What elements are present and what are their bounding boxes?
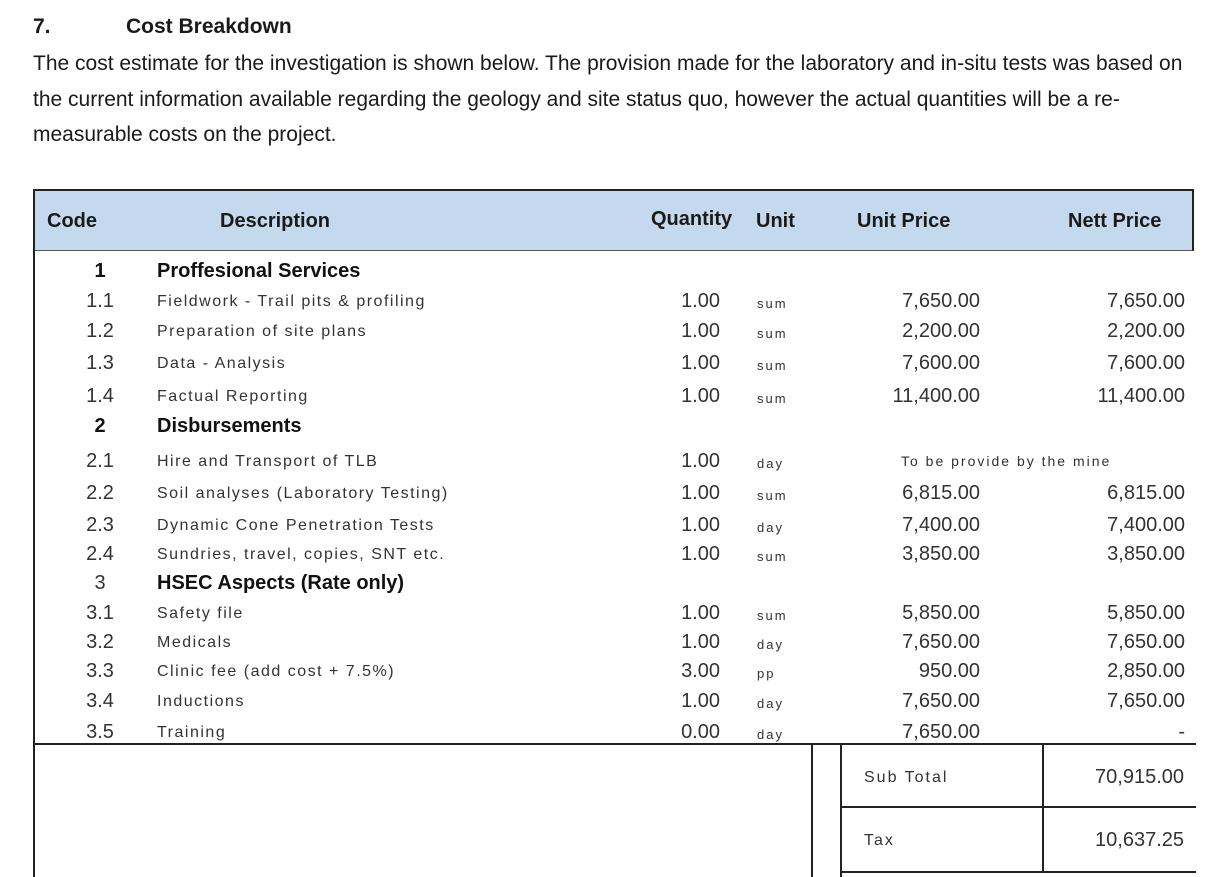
row-code: 2.3 (86, 514, 114, 536)
header-nett-price: Nett Price (1068, 210, 1162, 232)
row-nett-price: - (1178, 721, 1185, 743)
row-quantity: 1.00 (681, 631, 720, 653)
row-unit: sum (757, 326, 788, 341)
row-description: Training (157, 724, 227, 741)
row-unit: sum (757, 296, 788, 311)
row-description: Fieldwork - Trail pits & profiling (157, 293, 426, 310)
row-description: Disbursements (157, 415, 302, 437)
row-code: 3.1 (86, 602, 114, 624)
table-row (35, 447, 1196, 476)
row-description: Clinic fee (add cost + 7.5%) (157, 663, 396, 680)
tax-value: 10,637.25 (1095, 829, 1184, 851)
section-title: Cost Breakdown (126, 15, 292, 38)
totals-divider (1042, 808, 1044, 871)
row-quantity: 1.00 (681, 602, 720, 624)
totals-box (840, 743, 1194, 877)
row-description: Safety file (157, 605, 244, 622)
row-nett-price: 3,850.00 (1107, 543, 1185, 565)
row-unit: day (757, 637, 784, 652)
blank-notes-box (33, 743, 813, 877)
table-row (35, 287, 1196, 316)
row-unit: day (757, 456, 784, 471)
table-row (35, 657, 1196, 686)
row-description: Factual Reporting (157, 388, 309, 405)
row-unit: day (757, 727, 784, 742)
row-code: 3.4 (86, 690, 114, 712)
row-quantity: 1.00 (681, 543, 720, 565)
subtotal-label: Sub Total (864, 769, 949, 786)
row-quantity: 1.00 (681, 514, 720, 536)
row-nett-price: 2,850.00 (1107, 660, 1185, 682)
row-unit-price: 7,650.00 (902, 631, 980, 653)
row-unit-price: 7,650.00 (902, 690, 980, 712)
row-unit-price: 3,850.00 (902, 543, 980, 565)
row-unit: sum (757, 608, 788, 623)
row-unit-price: 7,650.00 (902, 721, 980, 743)
tax-label: Tax (864, 832, 895, 849)
row-unit-price: 11,400.00 (892, 385, 980, 407)
row-nett-price: 7,600.00 (1107, 352, 1185, 374)
row-unit-price: 7,400.00 (902, 514, 980, 536)
row-description: Inductions (157, 693, 245, 710)
row-nett-price: 2,200.00 (1107, 320, 1185, 342)
row-description: Data - Analysis (157, 355, 287, 372)
row-nett-price: 6,815.00 (1107, 482, 1185, 504)
row-code: 2.1 (86, 450, 114, 472)
header-description: Description (220, 210, 331, 232)
table-row (35, 628, 1196, 657)
row-unit: day (757, 520, 784, 535)
row-description: HSEC Aspects (Rate only) (157, 572, 405, 594)
row-description: Soil analyses (Laboratory Testing) (157, 485, 449, 502)
row-description: Hire and Transport of TLB (157, 453, 379, 470)
row-nett-price: 7,650.00 (1107, 290, 1185, 312)
row-quantity: 1.00 (681, 385, 720, 407)
subtotal-value: 70,915.00 (1095, 766, 1184, 788)
header-quantity: Quantity (651, 208, 733, 230)
row-description: Dynamic Cone Penetration Tests (157, 517, 435, 534)
header-unit: Unit (756, 210, 795, 232)
row-quantity: 1.00 (681, 450, 720, 472)
row-nett-price: 5,850.00 (1107, 602, 1185, 624)
row-code: 3 (94, 572, 106, 594)
row-unit-price: 7,600.00 (902, 352, 980, 374)
row-quantity: 1.00 (681, 352, 720, 374)
row-unit: sum (757, 391, 788, 406)
row-nett-price: 11,400.00 (1097, 385, 1185, 407)
row-quantity: 3.00 (681, 660, 720, 682)
section-row (35, 569, 1196, 598)
row-unit-price: 5,850.00 (902, 602, 980, 624)
header-unit-price: Unit Price (857, 210, 951, 232)
row-nett-price: 7,650.00 (1107, 631, 1185, 653)
row-description: Preparation of site plans (157, 323, 368, 340)
subtotal-row (842, 743, 1196, 808)
row-description: Medicals (157, 634, 233, 651)
row-unit: sum (757, 358, 788, 373)
row-code: 3.5 (86, 721, 114, 743)
table-row (35, 317, 1196, 346)
tax-row (842, 808, 1196, 873)
row-quantity: 0.00 (681, 721, 720, 743)
table-row (35, 511, 1196, 540)
table-row (35, 540, 1196, 569)
row-nett-price: 7,650.00 (1107, 690, 1185, 712)
section-number: 7. (33, 15, 51, 38)
row-description: Sundries, travel, copies, SNT etc. (157, 546, 446, 563)
table-row (35, 687, 1196, 716)
table-row (35, 349, 1196, 378)
table-header (35, 191, 1194, 251)
row-code: 1.4 (86, 385, 114, 407)
row-quantity: 1.00 (681, 320, 720, 342)
table-row (35, 479, 1196, 508)
row-note: To be provide by the mine (901, 453, 1112, 469)
row-code: 2.4 (86, 543, 114, 565)
row-unit-price: 2,200.00 (902, 320, 980, 342)
row-unit-price: 950.00 (918, 660, 980, 682)
row-unit-price: 7,650.00 (902, 290, 980, 312)
row-quantity: 1.00 (681, 482, 720, 504)
row-code: 1.1 (86, 290, 114, 312)
row-code: 1.2 (86, 320, 114, 342)
section-row (35, 257, 1196, 286)
row-unit: day (757, 696, 784, 711)
row-code: 1 (94, 260, 106, 282)
row-code: 3.2 (86, 631, 114, 653)
header-code: Code (47, 210, 97, 232)
row-unit: pp (757, 666, 776, 681)
row-quantity: 1.00 (681, 690, 720, 712)
cost-table (33, 189, 1194, 745)
row-quantity: 1.00 (681, 290, 720, 312)
row-description: Proffesional Services (157, 260, 361, 282)
row-code: 2.2 (86, 482, 114, 504)
row-unit-price: 6,815.00 (902, 482, 980, 504)
row-code: 3.3 (86, 660, 114, 682)
row-nett-price: 7,400.00 (1107, 514, 1185, 536)
table-row (35, 382, 1196, 411)
row-unit: sum (757, 549, 788, 564)
section-row (35, 412, 1196, 441)
table-row (35, 599, 1196, 628)
totals-divider (1042, 745, 1044, 806)
row-code: 1.3 (86, 352, 114, 374)
row-code: 2 (94, 415, 106, 437)
row-unit: sum (757, 488, 788, 503)
intro-paragraph: The cost estimate for the investigation is shown below. The provision made for the laboratory and in-situ tests was based on the current information available regarding the geology and site status quo, however the actual quantities will be a re-measurable costs on the project. (33, 52, 1183, 146)
